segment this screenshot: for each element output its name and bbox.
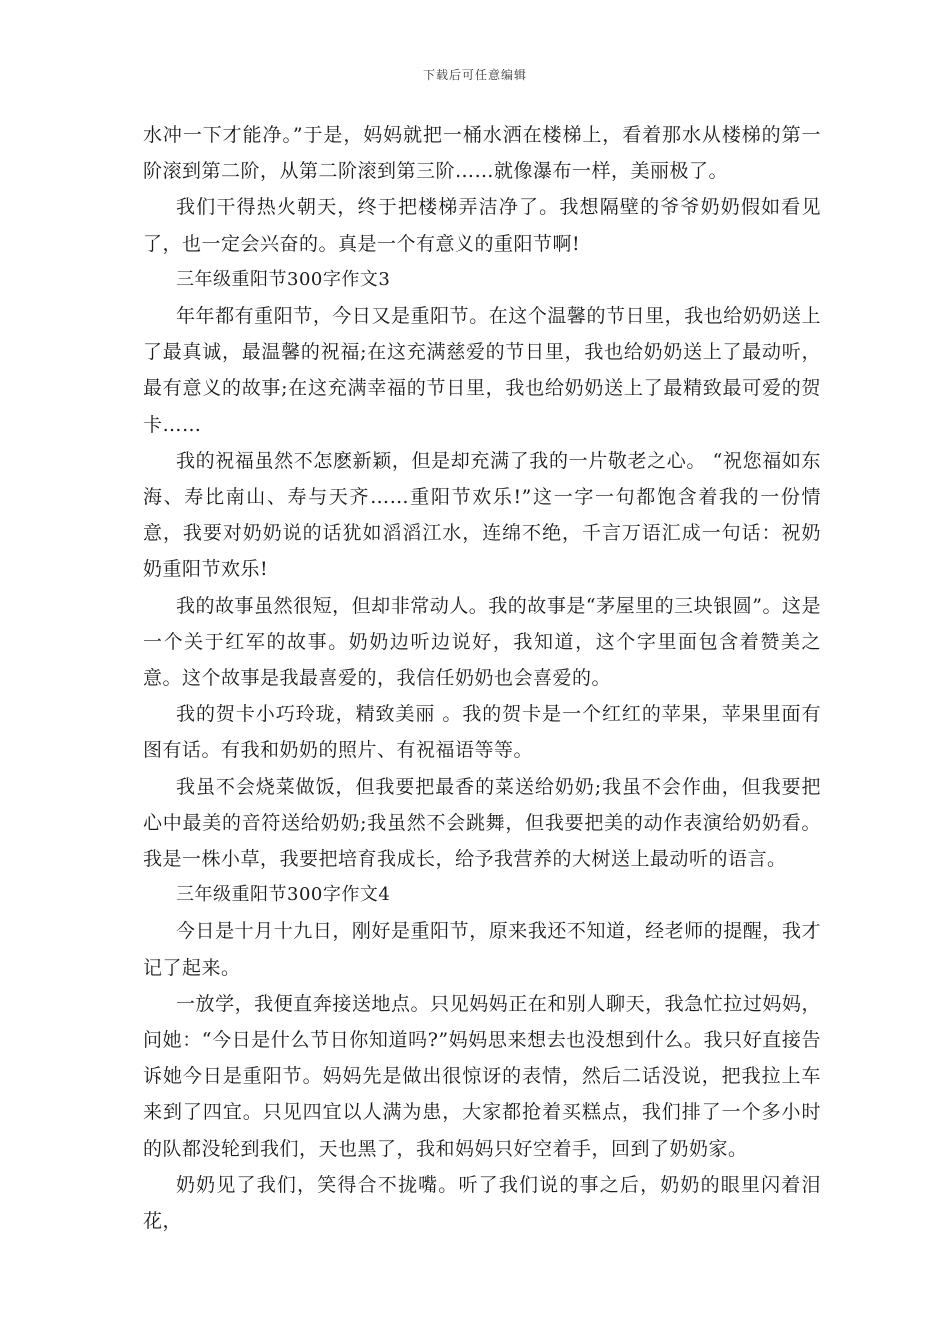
paragraph: 我的贺卡小巧玲珑，精致美丽 。我的贺卡是一个红红的苹果，苹果里面有图有话。有我和奶奶的照片、有祝福语等等。 [143, 703, 821, 762]
article-body [143, 117, 821, 1239]
section-heading: 三年级重阳节300字作文4 [176, 884, 391, 906]
paragraph: 我的祝福虽然不怎麽新颖，但是却充满了我的一片敬老之心。 “祝您福如东海、寿比南山、寿与天齐……重阳节欢乐!”这一字一句都饱含着我的一份情意，我要对奶奶说的话犹如滔滔江水，连绵不绝，千言万语汇成一句话：祝奶奶重阳节欢乐! [143, 449, 821, 581]
paragraph: 奶奶见了我们，笑得合不拢嘴。听了我们说的事之后，奶奶的眼里闪着泪花， [143, 1173, 821, 1233]
paragraph: 我虽不会烧菜做饭，但我要把最香的菜送给奶奶;我虽不会作曲，但我要把心中最美的音符送给奶奶;我虽然不会跳舞，但我要把美的动作表演给奶奶看。我是一株小草，我要把培育我成长，给予我营养的大树送上最动听的语言。 [143, 775, 821, 871]
paragraph: 一放学，我便直奔接送地点。只见妈妈正在和别人聊天，我急忙拉过妈妈，问她：“今日是什么节日你知道吗?”妈妈思来想去也没想到什么。我只好直接告诉她今日是重阳节。妈妈先是做出很惊讶的表情，然后二话没说，把我拉上车来到了四宜。只见四宜以人满为患，大家都抢着买糕点，我们排了一个多小时的队都没轮到我们，天也黑了，我和妈妈只好空着手，回到了奶奶家。 [143, 992, 821, 1160]
section-heading: 三年级重阳节300字作文3 [176, 268, 391, 290]
paragraph: 我们干得热火朝天，终于把楼梯弄洁净了。我想隔壁的爷爷奶奶假如看见了，也一定会兴奋的。真是一个有意义的重阳节啊! [143, 196, 821, 255]
paragraph: 年年都有重阳节，今日又是重阳节。在这个温馨的节日里，我也给奶奶送上了最真诚，最温馨的祝福;在这充满慈爱的节日里，我也给奶奶送上了最动听，最有意义的故事;在这充满幸福的节日里，我也给奶奶送上了最精致最可爱的贺卡…… [143, 305, 821, 436]
paragraph: 水冲一下才能净。”于是，妈妈就把一桶水洒在楼梯上，看着那水从楼梯的第一阶滚到第二阶，从第二阶滚到第三阶……就像瀑布一样，美丽极了。 [143, 124, 821, 183]
paragraph: 今日是十月十九日，刚好是重阳节，原来我还不知道，经老师的提醒，我才记了起来。 [143, 920, 821, 979]
paragraph: 我的故事虽然很短，但却非常动人。我的故事是“茅屋里的三块银圆”。这是一个关于红军的故事。奶奶边听边说好，我知道，这个字里面包含着赞美之意。这个故事是我最喜爱的，我信任奶奶也会喜爱的。 [143, 594, 821, 690]
header-note: 下载后可任意编辑 [422, 68, 527, 82]
